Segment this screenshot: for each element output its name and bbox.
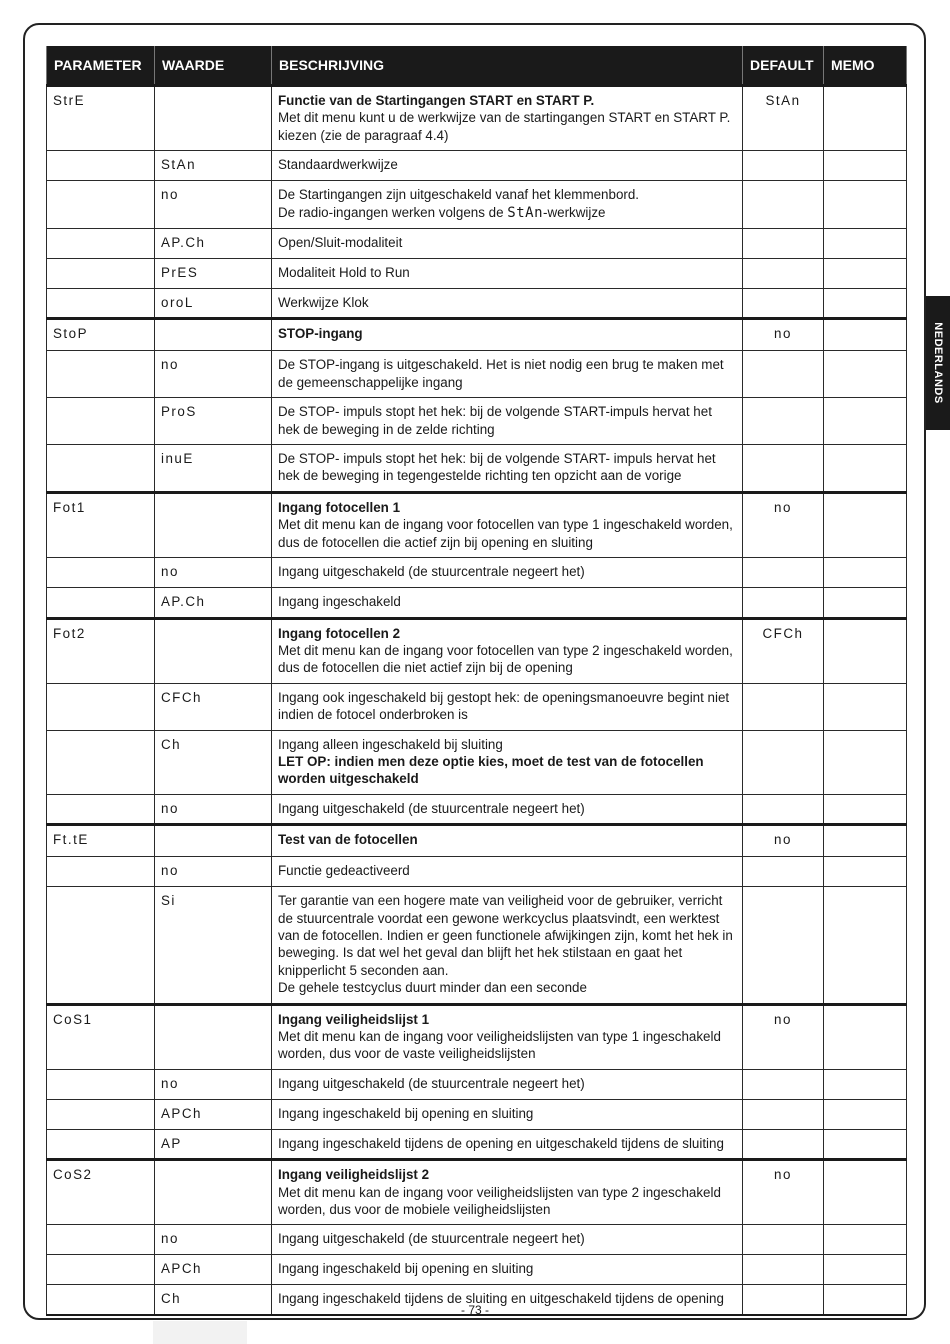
memo-cell xyxy=(824,887,907,1004)
parameter-cell xyxy=(47,1255,155,1285)
default-cell xyxy=(743,1129,824,1159)
description-cell xyxy=(272,558,743,588)
memo-cell xyxy=(824,259,907,289)
description-text-extra: De gehele testcyclus duurt minder dan een seconde xyxy=(278,980,587,996)
table-row xyxy=(47,1069,907,1099)
description-cell xyxy=(272,259,743,289)
value-cell: AP.Ch xyxy=(155,229,272,259)
parameter-cell xyxy=(47,151,155,181)
value-cell: inuE xyxy=(155,445,272,493)
value-cell: PrES xyxy=(155,259,272,289)
default-cell xyxy=(743,683,824,730)
memo-cell xyxy=(824,492,907,557)
table-row xyxy=(47,181,907,229)
description-text: De STOP- impuls stopt het hek: bij de volgende START-impuls hervat het hek de beweging in de zelde richting xyxy=(278,404,712,437)
table-row xyxy=(47,1004,907,1069)
memo-cell xyxy=(824,351,907,398)
description-cell xyxy=(272,730,743,794)
default-cell xyxy=(743,259,824,289)
description-title: STOP-ingang xyxy=(278,326,363,342)
description-cell xyxy=(272,445,743,493)
value-cell: Si xyxy=(155,887,272,1004)
description-text: Ingang uitgeschakeld (de stuurcentrale negeert het) xyxy=(278,1075,585,1091)
parameter-cell xyxy=(47,445,155,493)
header-waarde: WAARDE xyxy=(155,46,272,86)
memo-cell xyxy=(824,730,907,794)
memo-cell xyxy=(824,558,907,588)
description-text: Ingang ingeschakeld xyxy=(278,594,401,610)
value-cell: CFCh xyxy=(155,683,272,730)
description-text: Ingang uitgeschakeld (de stuurcentrale negeert het) xyxy=(278,800,585,816)
bottom-mark xyxy=(153,1321,247,1344)
parameter-cell: CoS1 xyxy=(47,1004,155,1069)
parameter-table xyxy=(46,46,907,1316)
table-row xyxy=(47,887,907,1004)
memo-cell xyxy=(824,398,907,445)
default-cell xyxy=(743,151,824,181)
description-cell xyxy=(272,289,743,319)
description-text: Ingang ingeschakeld bij opening en sluiting xyxy=(278,1261,534,1277)
default-cell xyxy=(743,398,824,445)
table-row xyxy=(47,1225,907,1255)
description-text: Met dit menu kan de ingang voor veiligheidslijsten van type 2 ingeschakeld worden, dus voor de mobiele veiligheidslijsten xyxy=(278,1184,721,1218)
description-text: De Startingangen zijn uitgeschakeld vanaf het klemmenbord. xyxy=(278,187,640,203)
language-tab-label: NEDERLANDS xyxy=(932,322,944,404)
description-cell xyxy=(272,857,743,887)
description-cell xyxy=(272,1129,743,1159)
default-cell xyxy=(743,1099,824,1129)
table-body xyxy=(47,86,907,1315)
description-text: Standaardwerkwijze xyxy=(278,157,398,173)
table-row xyxy=(47,289,907,319)
table-row xyxy=(47,618,907,683)
description-text: Ingang ingeschakeld tijdens de sluiting en uitgeschakeld tijdens de opening xyxy=(278,1291,724,1307)
description-text-line xyxy=(278,204,736,222)
table-row xyxy=(47,259,907,289)
inline-display-code: StAn xyxy=(507,204,543,221)
memo-cell xyxy=(824,319,907,351)
default-cell: CFCh xyxy=(743,618,824,683)
description-title: Functie van de Startingangen START en START P. xyxy=(278,93,595,108)
memo-cell xyxy=(824,289,907,319)
value-cell: no xyxy=(155,857,272,887)
header-beschrijving: BESCHRIJVING xyxy=(272,46,743,86)
table-row xyxy=(47,857,907,887)
description-text: Werkwijze Klok xyxy=(278,295,369,311)
value-cell: Ch xyxy=(155,730,272,794)
description-text: Met dit menu kan de ingang voor fotocellen van type 1 ingeschakeld worden, dus de fotocellen die actief zijn bij opening en sluiting xyxy=(278,517,733,550)
parameter-cell xyxy=(47,398,155,445)
value-cell xyxy=(155,1160,272,1225)
memo-cell xyxy=(824,588,907,618)
description-cell xyxy=(272,181,743,229)
parameter-cell xyxy=(47,1225,155,1255)
table-row xyxy=(47,1160,907,1225)
memo-cell xyxy=(824,1255,907,1285)
description-text: Met dit menu kan de ingang voor fotocellen van type 2 ingeschakeld worden, dus de fotocellen die niet actief zijn bij de opening xyxy=(278,642,733,676)
value-cell: StAn xyxy=(155,151,272,181)
default-cell xyxy=(743,558,824,588)
parameter-cell xyxy=(47,1069,155,1099)
table-row xyxy=(47,229,907,259)
default-cell xyxy=(743,730,824,794)
default-cell: no xyxy=(743,1004,824,1069)
description-text: Ingang uitgeschakeld (de stuurcentrale negeert het) xyxy=(278,564,585,580)
parameter-cell xyxy=(47,730,155,794)
description-cell xyxy=(272,683,743,730)
header-memo: MEMO xyxy=(824,46,907,86)
description-cell xyxy=(272,1069,743,1099)
description-cell xyxy=(272,229,743,259)
description-cell xyxy=(272,398,743,445)
value-cell: Ch xyxy=(155,1285,272,1315)
parameter-cell: CoS2 xyxy=(47,1160,155,1225)
description-cell xyxy=(272,319,743,351)
description-cell xyxy=(272,1255,743,1285)
value-cell: no xyxy=(155,351,272,398)
table-row xyxy=(47,1099,907,1129)
parameter-cell xyxy=(47,351,155,398)
description-cell xyxy=(272,351,743,398)
table-row xyxy=(47,319,907,351)
parameter-cell: Fot1 xyxy=(47,492,155,557)
value-cell xyxy=(155,1004,272,1069)
memo-cell xyxy=(824,181,907,229)
default-cell xyxy=(743,229,824,259)
value-cell xyxy=(155,618,272,683)
parameter-cell xyxy=(47,229,155,259)
table-row xyxy=(47,794,907,824)
description-text: De STOP- impuls stopt het hek: bij de volgende START- impuls hervat het hek de beweging in tegengestelde richting ten opzicht aan de vorige xyxy=(278,451,716,484)
default-cell xyxy=(743,351,824,398)
description-text: Modaliteit Hold to Run xyxy=(278,265,410,281)
default-cell: no xyxy=(743,492,824,557)
table-row xyxy=(47,445,907,493)
parameter-cell xyxy=(47,887,155,1004)
value-cell: no xyxy=(155,1225,272,1255)
description-text: De STOP-ingang is uitgeschakeld. Het is niet nodig een brug te maken met de gemeenschappelijke ingang xyxy=(278,357,724,390)
description-cell xyxy=(272,86,743,151)
description-text: Ter garantie van een hogere mate van veiligheid voor de gebruiker, verricht de stuurcentrale voordat een gewone werkcyclus plaatsvindt, een werktest van de fotocellen. Indien er geen functionele afwijkingen zijn, komt het hek in beweging. Is dat wel het geval dan blijft het hek stilstaan en gaat het knipperlicht 5 seconden aan. xyxy=(278,893,733,978)
table-row xyxy=(47,683,907,730)
memo-cell xyxy=(824,794,907,824)
parameter-cell xyxy=(47,259,155,289)
value-cell xyxy=(155,319,272,351)
description-text: Functie gedeactiveerd xyxy=(278,863,410,879)
description-text-pre: De radio-ingangen werken volgens de xyxy=(278,204,508,220)
parameter-cell: Ft.tE xyxy=(47,825,155,857)
description-cell xyxy=(272,1004,743,1069)
description-cell xyxy=(272,825,743,857)
description-cell xyxy=(272,618,743,683)
value-cell: APCh xyxy=(155,1099,272,1129)
description-cell xyxy=(272,1160,743,1225)
description-title: Ingang fotocellen 2 xyxy=(278,625,401,641)
default-cell: no xyxy=(743,825,824,857)
description-text-post: -werkwijze xyxy=(543,204,606,220)
parameter-cell xyxy=(47,588,155,618)
description-cell xyxy=(272,887,743,1004)
default-cell: no xyxy=(743,319,824,351)
table-row xyxy=(47,730,907,794)
memo-cell xyxy=(824,1160,907,1225)
default-cell xyxy=(743,887,824,1004)
value-cell xyxy=(155,825,272,857)
memo-cell xyxy=(824,857,907,887)
value-cell: AP.Ch xyxy=(155,588,272,618)
parameter-cell xyxy=(47,1129,155,1159)
parameter-cell xyxy=(47,794,155,824)
table-row xyxy=(47,86,907,151)
parameter-cell xyxy=(47,1099,155,1129)
value-cell xyxy=(155,86,272,151)
description-cell xyxy=(272,492,743,557)
page-number: - 73 - xyxy=(460,1303,489,1317)
default-cell xyxy=(743,181,824,229)
description-text: Ingang ingeschakeld bij opening en sluiting xyxy=(278,1105,534,1121)
description-cell xyxy=(272,794,743,824)
memo-cell xyxy=(824,825,907,857)
default-cell xyxy=(743,857,824,887)
description-text: Ingang ingeschakeld tijdens de opening en uitgeschakeld tijdens de sluiting xyxy=(278,1135,724,1151)
table-row xyxy=(47,1129,907,1159)
memo-cell xyxy=(824,229,907,259)
default-cell xyxy=(743,1069,824,1099)
default-cell xyxy=(743,794,824,824)
value-cell: no xyxy=(155,794,272,824)
description-cell xyxy=(272,1225,743,1255)
table-row xyxy=(47,825,907,857)
value-cell: no xyxy=(155,558,272,588)
table-row xyxy=(47,588,907,618)
header-default: DEFAULT xyxy=(743,46,824,86)
memo-cell xyxy=(824,1129,907,1159)
description-cell xyxy=(272,1099,743,1129)
memo-cell xyxy=(824,1225,907,1255)
parameter-cell xyxy=(47,857,155,887)
description-title: Ingang veiligheidslijst 1 xyxy=(278,1011,430,1027)
default-cell xyxy=(743,445,824,493)
memo-cell xyxy=(824,1099,907,1129)
description-text: Met dit menu kunt u de werkwijze van de startingangen START en START P. kiezen (zie de paragraaf 4.4) xyxy=(278,110,731,143)
default-cell xyxy=(743,1225,824,1255)
description-text: Met dit menu kan de ingang voor veiligheidslijsten van type 1 ingeschakeld worden, dus voor de vaste veiligheidslijsten xyxy=(278,1029,721,1062)
description-text: Ingang alleen ingeschakeld bij sluiting xyxy=(278,736,503,752)
parameter-cell: StoP xyxy=(47,319,155,351)
value-cell: no xyxy=(155,1069,272,1099)
description-title: Test van de fotocellen xyxy=(278,832,418,848)
description-title: Ingang veiligheidslijst 2 xyxy=(278,1167,430,1183)
default-cell xyxy=(743,588,824,618)
description-title: Ingang fotocellen 1 xyxy=(278,499,401,515)
memo-cell xyxy=(824,683,907,730)
table-row xyxy=(47,351,907,398)
table-row xyxy=(47,1255,907,1285)
memo-cell xyxy=(824,445,907,493)
table-header-row xyxy=(47,46,907,86)
default-cell xyxy=(743,1255,824,1285)
parameter-cell xyxy=(47,181,155,229)
description-cell xyxy=(272,151,743,181)
description-text: Ingang ook ingeschakeld bij gestopt hek: de openingsmanoeuvre begint niet indien de fotocel onderbroken is xyxy=(278,689,730,723)
memo-cell xyxy=(824,86,907,151)
value-cell: ProS xyxy=(155,398,272,445)
table-row xyxy=(47,558,907,588)
value-cell xyxy=(155,492,272,557)
parameter-cell xyxy=(47,683,155,730)
parameter-cell xyxy=(47,558,155,588)
table-row xyxy=(47,492,907,557)
value-cell: AP xyxy=(155,1129,272,1159)
table-row xyxy=(47,151,907,181)
parameter-cell: StrE xyxy=(47,86,155,151)
value-cell: APCh xyxy=(155,1255,272,1285)
description-cell xyxy=(272,588,743,618)
memo-cell xyxy=(824,618,907,683)
default-cell: no xyxy=(743,1160,824,1225)
parameter-cell xyxy=(47,289,155,319)
memo-cell xyxy=(824,1069,907,1099)
header-parameter: PARAMETER xyxy=(47,46,155,86)
description-text: Open/Sluit-modaliteit xyxy=(278,235,403,251)
warning-text: LET OP: indien men deze optie kies, moet de test van de fotocellen worden uitgeschakeld xyxy=(278,753,704,787)
memo-cell xyxy=(824,151,907,181)
value-cell: no xyxy=(155,181,272,229)
value-cell: oroL xyxy=(155,289,272,319)
default-cell xyxy=(743,289,824,319)
description-text: Ingang uitgeschakeld (de stuurcentrale negeert het) xyxy=(278,1231,585,1247)
table-row xyxy=(47,398,907,445)
default-cell: StAn xyxy=(743,86,824,151)
memo-cell xyxy=(824,1004,907,1069)
parameter-cell: Fot2 xyxy=(47,618,155,683)
language-side-tab xyxy=(926,296,950,430)
